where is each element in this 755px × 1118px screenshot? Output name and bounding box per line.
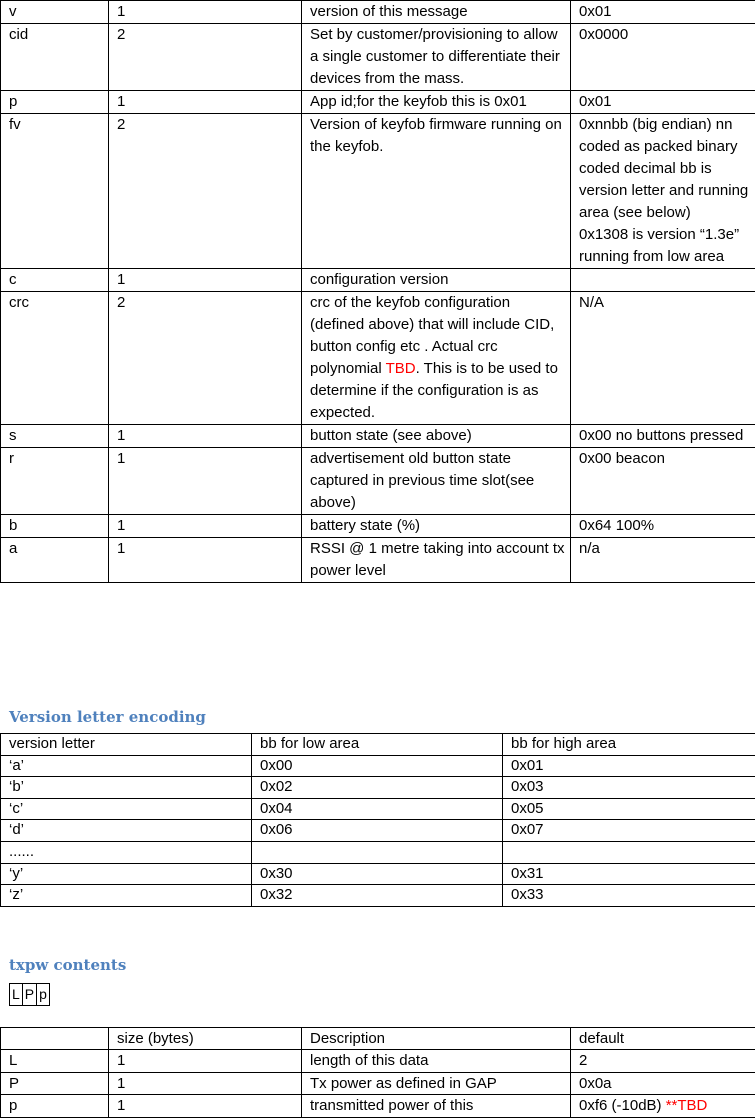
txpw-table (0, 1027, 755, 1118)
version-letter-cell: ‘a’ (1, 755, 252, 777)
field-value (571, 114, 755, 269)
version-letter-cell: ‘d’ (1, 820, 252, 842)
field-description: configuration version (302, 269, 571, 292)
field-value-example: 0x1308 is version “1.3e” running from low area (579, 226, 740, 265)
field-value-main: 0xnnbb (big endian) nn coded as packed binary coded decimal bb is version letter and running area (see below) (579, 116, 749, 221)
version-letter-cell: ‘c’ (1, 798, 252, 820)
tbd-marker: TBD (385, 360, 416, 377)
field-value (571, 269, 755, 292)
field-description: RSSI @ 1 metre taking into account tx power level (302, 538, 571, 583)
high-area-cell: 0x33 (503, 885, 755, 907)
column-header: Description (302, 1028, 571, 1050)
table-row (1, 1095, 755, 1117)
txpw-description: transmitted power of this (302, 1095, 571, 1117)
txpw-name: L (1, 1050, 109, 1072)
txpw-layout-cell: L (10, 984, 23, 1006)
txpw-default-value: 0x0a (579, 1074, 612, 1092)
field-value: 0x64 100% (571, 515, 755, 538)
txpw-layout-diagram (9, 983, 50, 1006)
table-row (1, 448, 755, 515)
txpw-size: 1 (109, 1050, 302, 1072)
field-size: 1 (109, 515, 302, 538)
version-letter-cell: ‘b’ (1, 777, 252, 799)
field-value: 0x01 (571, 91, 755, 114)
table-row (1, 515, 755, 538)
field-size: 1 (109, 448, 302, 515)
low-area-cell: 0x06 (252, 820, 503, 842)
column-header: default (571, 1028, 755, 1050)
field-size: 1 (109, 538, 302, 583)
field-description: advertisement old button state captured in previous time slot(see above) (302, 448, 571, 515)
low-area-cell: 0x00 (252, 755, 503, 777)
version-letter-cell: ‘y’ (1, 863, 252, 885)
txpw-table-body (1, 1028, 755, 1118)
table-row (1, 24, 755, 91)
table-row (1, 777, 755, 799)
field-value: n/a (571, 538, 755, 583)
txpw-name: P (1, 1072, 109, 1094)
field-description (302, 292, 571, 425)
table-row (1, 1, 755, 24)
high-area-cell: 0x01 (503, 755, 755, 777)
high-area-cell: 0x31 (503, 863, 755, 885)
table-row (1, 538, 755, 583)
field-size: 2 (109, 114, 302, 269)
field-value: 0x00 no buttons pressed (571, 425, 755, 448)
field-size: 1 (109, 425, 302, 448)
field-name: cid (1, 24, 109, 91)
txpw-description: length of this data (302, 1050, 571, 1072)
version-table-body (1, 734, 755, 907)
version-letter-table (0, 733, 755, 907)
field-value: 0x00 beacon (571, 448, 755, 515)
field-size: 1 (109, 91, 302, 114)
field-description: Version of keyfob firmware running on the keyfob. (302, 114, 571, 269)
txpw-default (571, 1095, 755, 1117)
tbd-marker: **TBD (665, 1097, 708, 1115)
txpw-size: 1 (109, 1095, 302, 1117)
field-description: battery state (%) (302, 515, 571, 538)
low-area-cell: 0x30 (252, 863, 503, 885)
table-header-row (1, 1028, 755, 1050)
field-value: 0x01 (571, 1, 755, 24)
txpw-default (571, 1072, 755, 1094)
table-header-row (1, 734, 755, 756)
field-size: 1 (109, 269, 302, 292)
column-header: size (bytes) (109, 1028, 302, 1050)
table-row (1, 269, 755, 292)
column-header: bb for low area (252, 734, 503, 756)
low-area-cell: 0x32 (252, 885, 503, 907)
field-name: crc (1, 292, 109, 425)
field-name: fv (1, 114, 109, 269)
table-row (1, 1050, 755, 1072)
txpw-default-value: 2 (579, 1052, 588, 1070)
table-row (1, 863, 755, 885)
field-size: 2 (109, 292, 302, 425)
table-row (1, 841, 755, 863)
field-value: N/A (571, 292, 755, 425)
high-area-cell: 0x05 (503, 798, 755, 820)
column-header: version letter (1, 734, 252, 756)
field-name: a (1, 538, 109, 583)
table-row (1, 292, 755, 425)
table-row (1, 91, 755, 114)
version-letter-cell: ‘z’ (1, 885, 252, 907)
fields-table-body (1, 1, 755, 583)
txpw-layout-row (10, 984, 50, 1006)
high-area-cell: 0x07 (503, 820, 755, 842)
field-name: c (1, 269, 109, 292)
column-header (1, 1028, 109, 1050)
field-name: p (1, 91, 109, 114)
field-name: r (1, 448, 109, 515)
txpw-layout-cell: p (37, 984, 50, 1006)
txpw-name: p (1, 1095, 109, 1117)
version-letter-cell: ...... (1, 841, 252, 863)
field-size: 1 (109, 1, 302, 24)
field-name: v (1, 1, 109, 24)
field-size: 2 (109, 24, 302, 91)
field-name: b (1, 515, 109, 538)
version-letter-heading: Version letter encoding (9, 708, 206, 726)
crc-description-text-end: . This is to be used to determine if the configuration is as expected. (310, 360, 558, 421)
txpw-default-value: 0xf6 (-10dB) (579, 1097, 666, 1115)
txpw-default (571, 1050, 755, 1072)
table-row (1, 885, 755, 907)
txpw-size: 1 (109, 1072, 302, 1094)
field-value: 0x0000 (571, 24, 755, 91)
low-area-cell: 0x04 (252, 798, 503, 820)
field-name: s (1, 425, 109, 448)
low-area-cell: 0x02 (252, 777, 503, 799)
high-area-cell (503, 841, 755, 863)
table-row (1, 114, 755, 269)
field-description: button state (see above) (302, 425, 571, 448)
crc-description-text: crc of the keyfob configuration (defined above) that will include CID, button config etc . Actual crc polynomial (310, 294, 555, 377)
field-description: version of this message (302, 1, 571, 24)
table-row (1, 820, 755, 842)
txpw-description: Tx power as defined in GAP (302, 1072, 571, 1094)
field-description: App id;for the keyfob this is 0x01 (302, 91, 571, 114)
table-row (1, 1072, 755, 1094)
txpw-heading: txpw contents (9, 956, 127, 974)
table-row (1, 755, 755, 777)
table-row (1, 425, 755, 448)
txpw-layout-cell: P (22, 984, 36, 1006)
table-row (1, 798, 755, 820)
low-area-cell (252, 841, 503, 863)
high-area-cell: 0x03 (503, 777, 755, 799)
column-header: bb for high area (503, 734, 755, 756)
field-description: Set by customer/provisioning to allow a single customer to differentiate their devices from the mass. (302, 24, 571, 91)
